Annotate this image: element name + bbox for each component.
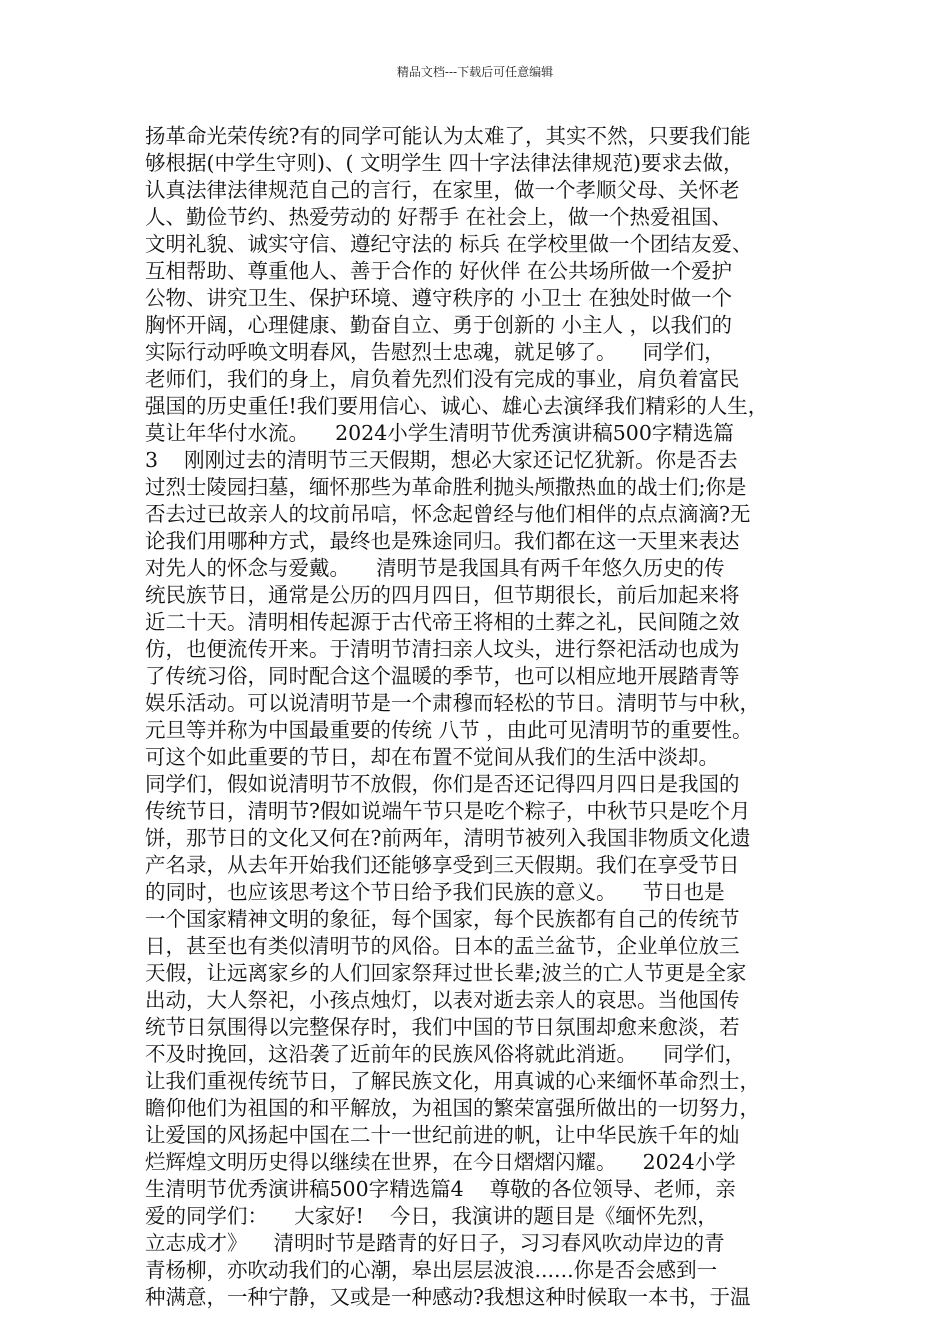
text-line: 让爱国的风扬起中国在二十一世纪前进的帆，让中华民族千年的灿 — [145, 1123, 740, 1147]
text-line: 了传统习俗，同时配合这个温暖的季节，也可以相应地开展踏青等 — [145, 664, 740, 688]
text-line: 够根据(中学生守则)、( 文明学生 四十字法律法律规范)要求去做， — [145, 151, 744, 175]
text-line: 娱乐活动。可以说清明节是一个肃穆而轻松的节日。清明节与中秋， — [145, 691, 760, 715]
text-line: 同学们，假如说清明节不放假，你们是否还记得四月四日是我国的 — [145, 772, 740, 796]
text-line: 一个国家精神文明的象征，每个国家，每个民族都有自己的传统节 — [145, 907, 740, 931]
text-line: 元旦等并称为中国最重要的传统 八节 ，由此可见清明节的重要性。 — [145, 718, 753, 742]
text-line: 爱的同学们： 大家好! 今日，我演讲的题目是《缅怀先烈， — [145, 1204, 718, 1228]
text-line: 实际行动呼唤文明春风，告慰烈士忠魂，就足够了。 同学们， — [145, 340, 725, 364]
text-line: 胸怀开阔，心理健康、勤奋自立、勇于创新的 小主人 ，以我们的 — [145, 313, 733, 337]
text-line: 瞻仰他们为祖国的和平解放，为祖国的繁荣富强所做出的一切努力， — [145, 1096, 760, 1120]
text-line: 烂辉煌文明历史得以继续在世界，在今日熠熠闪耀。 2024小学 — [145, 1150, 736, 1174]
text-line: 统节日氛围得以完整保存时，我们中国的节日氛围却愈来愈淡，若 — [145, 1015, 740, 1039]
text-line: 种满意，一种宁静，又或是一种感动?我想这种时候取一本书，于温 — [145, 1285, 751, 1309]
text-line: 传统节日，清明节?假如说端午节只是吃个粽子，中秋节只是吃个月 — [145, 799, 751, 823]
text-line: 近二十天。清明相传起源于古代帝王将相的土葬之礼，民间随之效 — [145, 610, 740, 634]
text-line: 仿，也便流传开来。于清明节清扫亲人坟头，进行祭祀活动也成为 — [145, 637, 740, 661]
text-line: 立志成才》 清明时节是踏青的好日子，习习春风吹动岸边的青 — [145, 1231, 725, 1255]
text-line: 论我们用哪种方式，最终也是殊途同归。我们都在这一天里来表达 — [145, 529, 740, 553]
text-line: 3 刚刚过去的清明节三天假期，想必大家还记忆犹新。你是否去 — [145, 448, 738, 472]
text-line: 强国的历史重任!我们要用信心、诚心、雄心去演绎我们精彩的人生， — [145, 394, 769, 418]
text-line: 莫让年华付水流。 2024小学生清明节优秀演讲稿500字精选篇 — [145, 421, 734, 445]
text-line: 否去过已故亲人的坟前吊唁，怀念起曾经与他们相伴的点点滴滴?无 — [145, 502, 751, 526]
text-line: 文明礼貌、诚实守信、遵纪守法的 标兵 在学校里做一个团结友爱、 — [145, 232, 753, 256]
text-line: 认真法律法律规范自己的言行，在家里，做一个孝顺父母、关怀老 — [145, 178, 740, 202]
text-line: 可这个如此重要的节日，却在布置不觉间从我们的生活中淡却。 — [145, 745, 719, 769]
text-line: 老师们，我们的身上，肩负着先烈们没有完成的事业，肩负着富民 — [145, 367, 740, 391]
text-line: 人、勤俭节约、热爱劳动的 好帮手 在社会上，做一个热爱祖国、 — [145, 205, 733, 229]
document-body — [145, 123, 825, 1311]
text-line: 对先人的怀念与爱戴。 清明节是我国具有两千年悠久历史的传 — [145, 556, 725, 580]
text-line: 公物、讲究卫生、保护环境、遵守秩序的 小卫士 在独处时做一个 — [145, 286, 733, 310]
text-line: 日，甚至也有类似清明节的风俗。日本的盂兰盆节，企业单位放三 — [145, 934, 740, 958]
text-line: 扬革命光荣传统?有的同学可能认为太难了，其实不然，只要我们能 — [145, 124, 751, 148]
text-line: 的同时，也应该思考这个节日给予我们民族的意义。 节日也是 — [145, 880, 725, 904]
text-line: 互相帮助、尊重他人、善于合作的 好伙伴 在公共场所做一个爱护 — [145, 259, 733, 283]
page-header: 精品文档---下载后可任意编辑 — [396, 65, 554, 79]
text-line: 出动，大人祭祀，小孩点烛灯，以表对逝去亲人的哀思。当他国传 — [145, 988, 740, 1012]
text-line: 让我们重视传统节日，了解民族文化，用真诚的心来缅怀革命烈士， — [145, 1069, 760, 1093]
text-line: 不及时挽回，这沿袭了近前年的民族风俗将就此消逝。 同学们， — [145, 1042, 746, 1066]
text-line: 青杨柳，亦吹动我们的心潮，皋出层层波浪......你是否会感到一 — [145, 1258, 718, 1282]
text-line: 生清明节优秀演讲稿500字精选篇4 尊敬的各位领导、老师，亲 — [145, 1177, 736, 1201]
text-line: 天假，让远离家乡的人们回家祭拜过世长辈;波兰的亡人节更是全家 — [145, 961, 747, 985]
text-line: 过烈士陵园扫墓，缅怀那些为革命胜利抛头颅撒热血的战士们;你是 — [145, 475, 747, 499]
text-line: 统民族节日，通常是公历的四月四日，但节期很长，前后加起来将 — [145, 583, 740, 607]
text-line: 饼，那节日的文化又何在?前两年，清明节被列入我国非物质文化遗 — [145, 826, 751, 850]
text-line: 产名录，从去年开始我们还能够享受到三天假期。我们在享受节日 — [145, 853, 740, 877]
